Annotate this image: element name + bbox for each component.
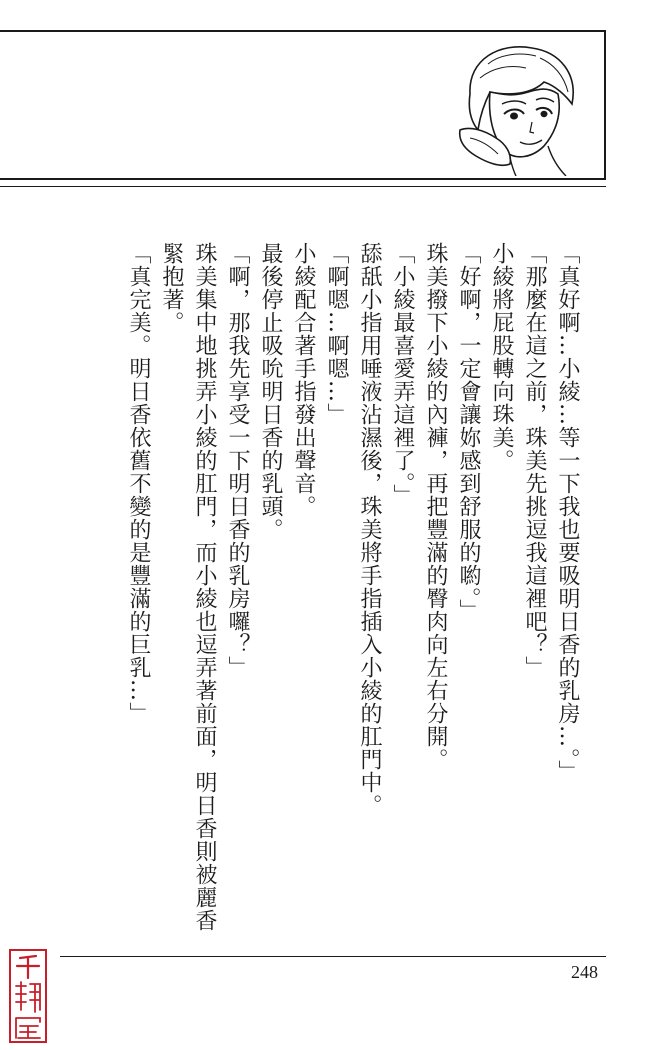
vertical-body-text — [114, 242, 584, 932]
character-portrait-icon — [440, 34, 590, 176]
paragraph: 「好啊，一定會讓妳感到舒服的喲。」 — [456, 242, 481, 622]
paragraph: 珠美集中地挑弄小綾的肛門，而小綾也逗弄著前面，明日香則被麗香緊抱著。 — [159, 242, 217, 932]
paragraph: 「啊，那我先享受一下明日香的乳房囉？」 — [225, 242, 250, 679]
paragraph: 珠美撥下小綾的內褲，再把豐滿的臀肉向左右分開。 — [423, 242, 448, 771]
paragraph: 「啊嗯…啊嗯…」 — [324, 242, 349, 426]
footer-divider — [60, 956, 606, 957]
paragraph: 「真完美。明日香依舊不變的是豐滿的巨乳…」 — [126, 242, 151, 725]
paragraph: 小綾配合著手指發出聲音。 — [291, 242, 316, 518]
paragraph: 小綾將屁股轉向珠美。 — [489, 242, 514, 472]
paragraph: 「真好啊…小綾…等一下我也要吸明日香的乳房…。」 — [555, 242, 580, 783]
paragraph: 最後停止吸吮明日香的乳頭。 — [258, 242, 283, 541]
paragraph: 「那麼在這之前，珠美先挑逗我這裡吧？」 — [522, 242, 547, 679]
page-number: 248 — [571, 962, 598, 982]
seal-stamp-icon — [8, 948, 48, 1044]
header-divider — [0, 186, 606, 187]
paragraph: 「小綾最喜愛弄這裡了。」 — [390, 242, 415, 507]
paragraph: 舔舐小指用唾液沾濕後，珠美將手指插入小綾的肛門中。 — [357, 242, 382, 817]
